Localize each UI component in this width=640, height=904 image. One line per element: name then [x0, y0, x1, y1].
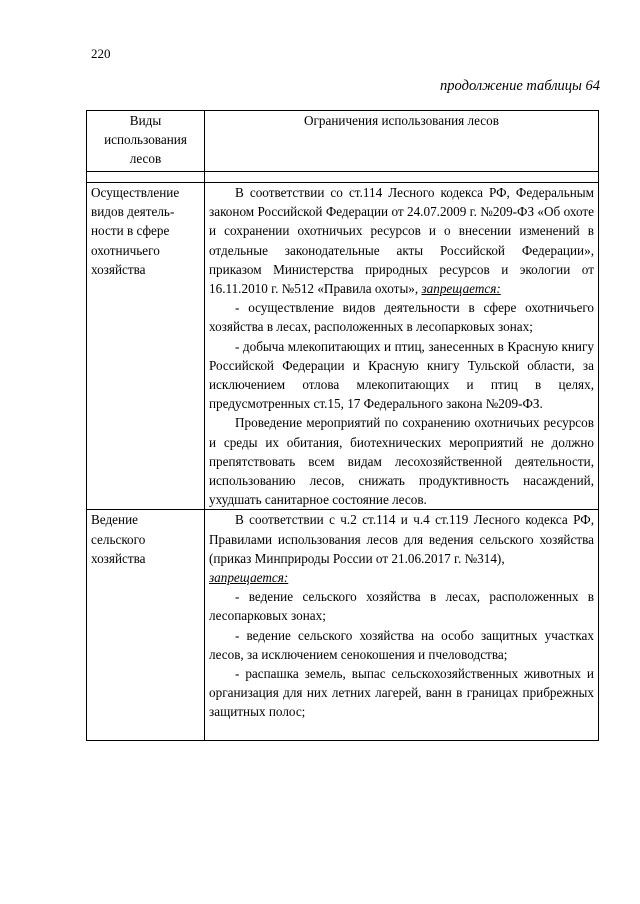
table-spacer-row [87, 172, 599, 183]
restriction-text-cell [205, 183, 599, 510]
intro-paragraph [209, 183, 594, 298]
header-col1-line: Виды [129, 113, 162, 128]
restriction-item: - ведение сельского хозяйства в лесах, расположенных в лесопарковых зонах; [209, 589, 594, 624]
category-cell [87, 183, 205, 510]
restriction-item: - ведение сельского хозяйства на особо защитных участках лесов, за исключением сенокошения и пчеловодства; [209, 627, 594, 662]
header-restrictions: Ограничения использования лесов [205, 111, 599, 172]
category-cell [87, 510, 205, 740]
category-line: хозяйства [91, 550, 146, 566]
page-number: 220 [91, 46, 111, 61]
table-header-row [87, 111, 599, 172]
spacer-cell [87, 172, 205, 183]
category-line: хозяйства [91, 261, 146, 277]
table-row-hunting [87, 183, 599, 510]
intro-text: В соответствии со ст.114 Лесного кодекса РФ, Федеральным законом Российской Федерации от 24.07.2009 г. №209-ФЗ «Об охоте и сохранении охотничьих ресурсов и о внесении изменений в отдельные законодательные акты Российской Федерации», приказом Министерства природных ресурсов и экологии от 16.11.2010 г. №512 «Правила охоты», [209, 185, 594, 297]
intro-text: В соответствии с ч.2 ст.114 и ч.4 ст.119 Лесного кодекса РФ, Правилами использования лесов для ведения сельского хозяйства (приказ Минприроды России от 21.06.2017 г. №314), [209, 512, 594, 566]
header-col1-line: использования [104, 132, 187, 148]
table-continuation-caption: продолжение таблицы 64 [440, 78, 600, 94]
header-col1-line: лесов [129, 151, 162, 167]
category-line: видов деятель- [91, 204, 175, 220]
category-line: ности в сфере [91, 223, 170, 239]
restriction-item: - добыча млекопитающих и птиц, занесенных в Красную книгу Российской Федерации и Красную книгу Тульской области, за исключением отлова млекопитающих и птиц в целях, предусмотренных ст.15, 17 Федерального закона №209-ФЗ. [209, 338, 594, 412]
restriction-item: - распашка земель, выпас сельскохозяйственных животных и организация для них летних лагерей, ванн в границах прибрежных защитных полос; [209, 666, 594, 720]
spacer-cell [205, 172, 599, 183]
forbidden-label: запрещается: [209, 570, 289, 586]
category-line: сельского [91, 531, 146, 547]
restriction-text-cell [205, 510, 599, 740]
header-forest-use-types [87, 111, 205, 172]
table-row-agriculture [87, 510, 599, 740]
forbidden-label: запрещается: [421, 281, 501, 297]
restrictions-table [86, 110, 599, 741]
category-line: Осуществление [91, 185, 180, 200]
category-line: Ведение [91, 512, 139, 528]
restriction-item: - осуществление видов деятельности в сфере охотничьего хозяйства в лесах, расположенных в лесопарковых зонах; [209, 300, 594, 335]
extra-paragraph: Проведение мероприятий по сохранению охотничьих ресурсов и среды их обитания, биотехнических мероприятий не должно препятствовать всем видам лесохозяйственной деятельности, использованию лесов, снижать продуктивность насаждений, ухудшать санитарное состояние лесов. [209, 415, 594, 508]
category-line: охотничьего [91, 242, 160, 258]
intro-paragraph [209, 510, 594, 587]
